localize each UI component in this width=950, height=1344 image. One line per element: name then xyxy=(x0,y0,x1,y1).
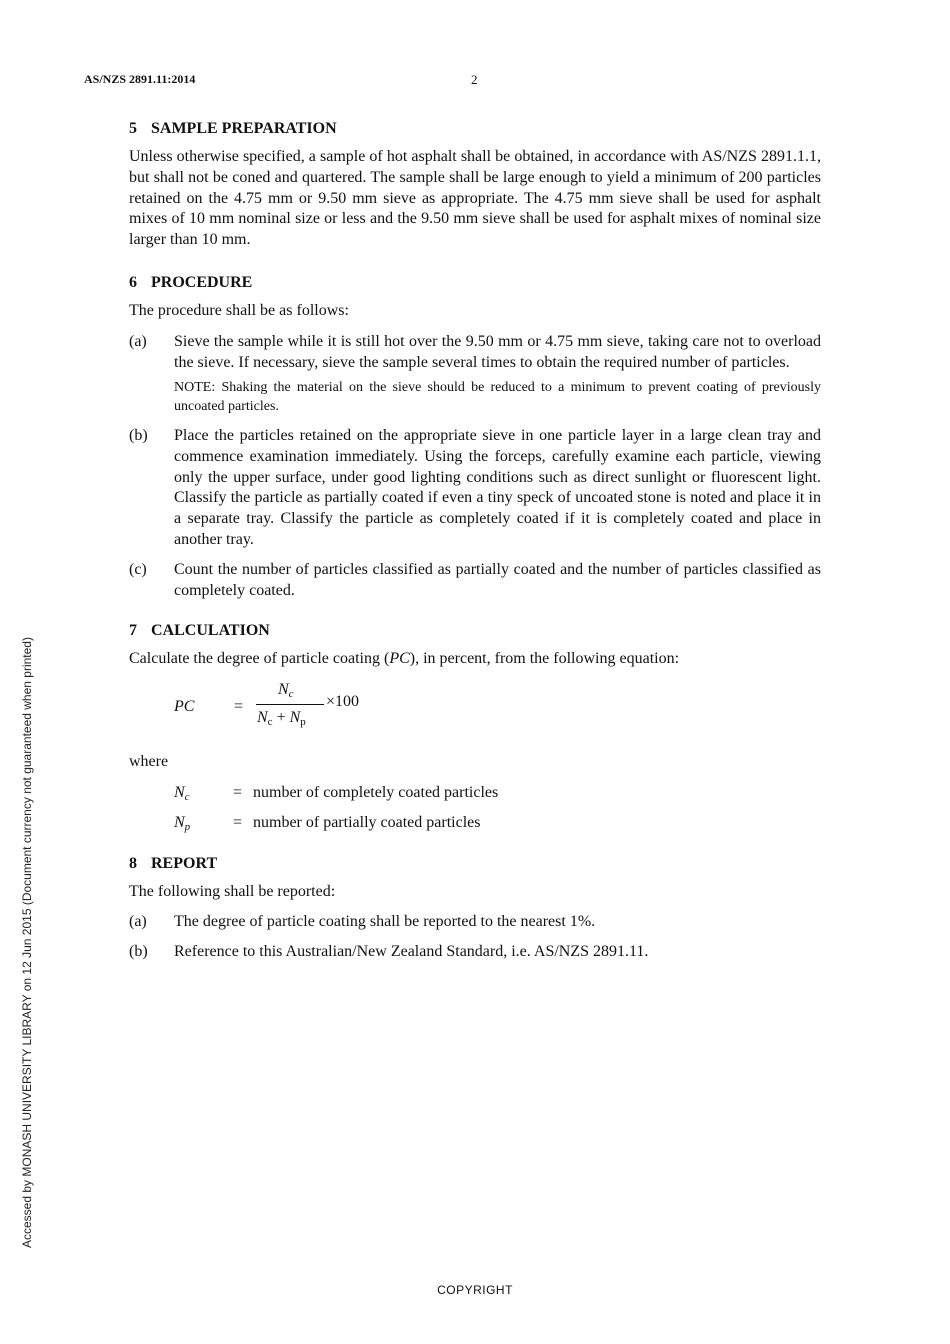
definition-symbol xyxy=(129,813,233,834)
denominator-subscript-2: p xyxy=(300,716,306,729)
page-number: 2 xyxy=(471,72,478,87)
list-item xyxy=(129,332,821,417)
equation-denominator xyxy=(257,708,306,729)
numerator-subscript: c xyxy=(288,688,294,701)
section-heading xyxy=(129,854,821,874)
section-number: 6 xyxy=(129,273,137,291)
section-heading xyxy=(129,119,821,139)
definition-row xyxy=(129,813,821,834)
list-item xyxy=(129,942,821,963)
equation-equals: = xyxy=(234,698,244,716)
list-item-text: Sieve the sample while it is still hot over the 9.50 mm or 4.75 mm sieve, taking care not to overload the sieve. If necessary, sieve the sample several times to obtain the required number of particles. xyxy=(174,332,821,371)
equation-numerator xyxy=(278,680,294,701)
intro-symbol: PC xyxy=(389,650,410,668)
definition-text: number of completely coated particles xyxy=(253,783,499,801)
section-number: 5 xyxy=(129,120,137,137)
definition-symbol xyxy=(129,783,233,804)
definition-text: number of partially coated particles xyxy=(253,813,481,831)
list-item-label: (c) xyxy=(129,560,147,578)
equation-lhs: PC xyxy=(174,698,195,716)
numerator-symbol: N xyxy=(278,681,289,699)
section-intro xyxy=(129,649,821,670)
definition-row xyxy=(129,783,821,804)
list-item xyxy=(129,912,821,933)
symbol-subscript: p xyxy=(184,820,191,833)
definition-equals: = xyxy=(233,813,243,831)
copyright-footer: COPYRIGHT xyxy=(437,1283,513,1297)
denominator-symbol-2: N xyxy=(289,709,301,727)
fraction-bar xyxy=(256,704,324,705)
list-item-text: Count the number of particles classified as partially coated and the number of particles classified as completely coated. xyxy=(174,560,821,599)
section-sample-preparation xyxy=(129,119,821,251)
list-item-text: Place the particles retained on the appropriate sieve in one particle layer in a large clean tray and commence examination immediately. Using the forceps, carefully examine each particle, viewing only the upper surface, under good lighting conditions such as direct sunlight or fluorescent light. Classify the particle as partially coated if even a tiny speck of uncoated stone is noted and place it in a separate tray. Classify the particle as completely coated if it is completely coated and place in another tray. xyxy=(174,426,821,548)
section-number: 7 xyxy=(129,622,137,640)
note-text: NOTE: Shaking the material on the sieve should be reduced to a minimum to prevent coating of previously uncoated particles. xyxy=(174,380,821,415)
intro-text-start: Calculate the degree of particle coating ( xyxy=(129,650,390,668)
section-paragraph: Unless otherwise specified, a sample of hot asphalt shall be obtained, in accordance with AS/NZS 2891.1.1, but shall not be coned and quartered. The sample shall be large enough to yield a minimum of 200 particles retained on the 4.75 mm or 9.50 mm sieve as appropriate. The 4.75 mm sieve shall be used for asphalt mixes of 10 mm nominal size or less and the 9.50 mm sieve shall be used for asphalt mixes of nominal size larger than 10 mm. xyxy=(129,148,821,249)
section-calculation xyxy=(129,621,821,833)
document-body xyxy=(129,119,821,985)
list-item-body xyxy=(174,426,821,551)
symbol-subscript: c xyxy=(184,790,190,803)
section-procedure xyxy=(129,273,821,601)
denominator-symbol-1: N xyxy=(257,709,268,727)
section-intro: The procedure shall be as follows: xyxy=(129,301,349,319)
list-item-label: (a) xyxy=(129,332,147,350)
standard-header: AS/NZS 2891.11:2014 xyxy=(84,72,196,86)
section-title: CALCULATION xyxy=(151,622,270,640)
list-item-body xyxy=(174,560,821,602)
symbol-letter: N xyxy=(174,783,185,801)
section-intro: The following shall be reported: xyxy=(129,882,336,900)
access-side-note: Accessed by MONASH UNIVERSITY LIBRARY on 12 Jun 2015 (Document currency not guaranteed when printed) xyxy=(20,637,34,1248)
list-item-label: (b) xyxy=(129,426,148,444)
section-heading xyxy=(129,621,821,641)
section-report xyxy=(129,854,821,963)
section-title: PROCEDURE xyxy=(151,273,253,291)
section-heading xyxy=(129,273,821,293)
equation-multiplier: ×100 xyxy=(326,693,360,711)
symbol-letter: N xyxy=(174,813,185,831)
intro-text-end: ), in percent, from the following equation: xyxy=(409,650,680,668)
section-title: REPORT xyxy=(151,854,218,872)
definition-equals: = xyxy=(233,783,243,801)
denominator-plus: + xyxy=(272,709,290,727)
list-item-label: (a) xyxy=(129,913,147,931)
list-item-body xyxy=(174,332,821,417)
list-item-text: Reference to this Australian/New Zealand Standard, i.e. AS/NZS 2891.11. xyxy=(174,943,649,961)
equation xyxy=(129,681,821,740)
list-item xyxy=(129,560,821,602)
list-item-label: (b) xyxy=(129,943,148,961)
section-number: 8 xyxy=(129,854,137,872)
denominator-subscript-1: c xyxy=(267,716,273,729)
list-item-text: The degree of particle coating shall be reported to the nearest 1%. xyxy=(174,913,596,931)
list-item xyxy=(129,426,821,551)
where-label: where xyxy=(129,753,169,771)
section-title: SAMPLE PREPARATION xyxy=(151,120,337,137)
